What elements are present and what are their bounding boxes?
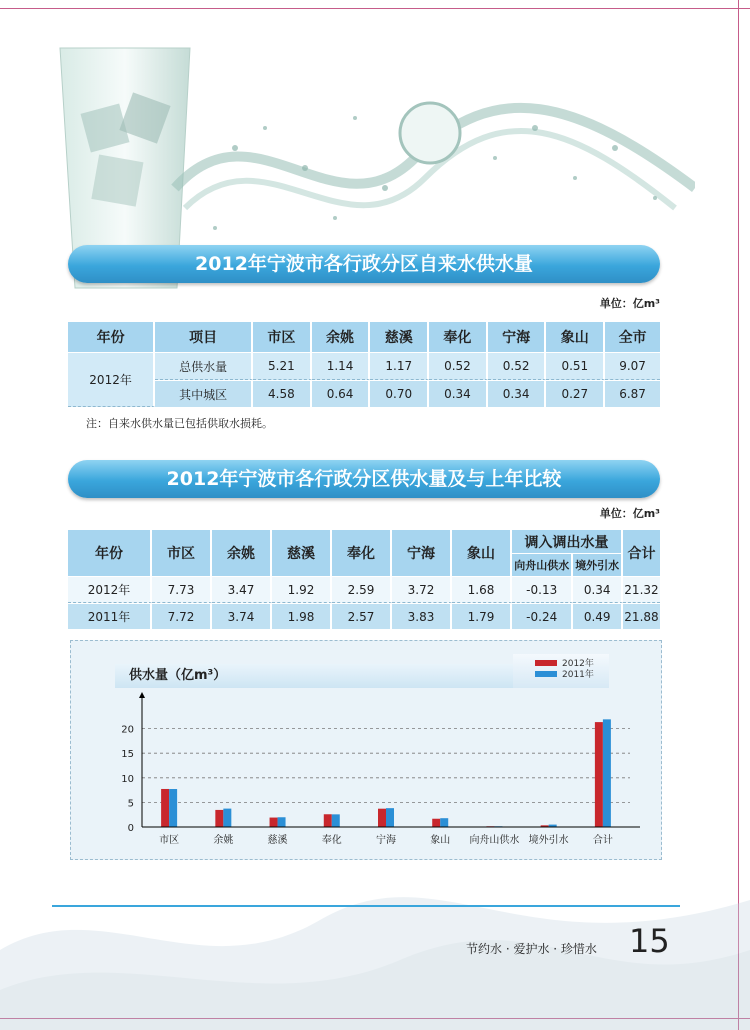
legend-swatch [535,671,557,677]
column-header: 余姚 [212,530,272,576]
bar-2012 [324,814,332,827]
y-tick-label: 5 [127,798,134,810]
y-tick-label: 0 [127,823,134,834]
value-cell: 5.21 [253,352,312,380]
bar-2011 [386,808,394,827]
value-cell: 3.47 [212,576,272,603]
value-cell: 1.98 [272,603,332,629]
column-header: 宁海 [488,322,547,352]
value-cell: 21.88 [623,603,660,629]
bar-2012 [378,809,386,827]
value-cell: 0.27 [546,380,605,407]
x-tick-label: 合计 [592,835,613,846]
supply-bar-chart [70,640,660,858]
page-number: 15 [629,922,670,960]
y-axis-arrow [139,692,145,698]
value-cell: 0.64 [312,380,371,407]
item-cell: 总供水量 [155,352,253,380]
value-cell: 3.83 [392,603,452,629]
x-tick-label: 余姚 [213,835,234,846]
year-cell: 2012年 [68,352,155,407]
y-tick-label: 10 [121,773,134,785]
value-cell: 0.70 [370,380,429,407]
x-tick-label: 宁海 [376,835,396,846]
footer-divider [52,905,680,907]
unit-label: 单位：亿m³ [599,507,660,520]
value-cell: -0.24 [512,603,573,629]
y-tick-label: 15 [121,749,134,761]
value-cell: 0.34 [429,380,488,407]
legend-label: 2012年 [562,659,594,669]
chart-labels [121,725,613,846]
column-header: 年份 [68,530,152,576]
bar-2011 [440,818,448,827]
column-subheader: 向舟山供水 [512,553,573,576]
bar-2012 [432,819,440,827]
column-header: 奉化 [429,322,488,352]
year-cell: 2012年 [68,576,152,603]
column-header: 项目 [155,322,253,352]
value-cell: 21.32 [623,576,660,603]
value-cell: 7.73 [152,576,212,603]
bar-2012 [270,818,278,827]
bar-2012 [595,722,603,827]
section-title-banner: 2012年宁波市各行政分区自来水供水量 [68,245,660,283]
chart-bars [161,719,611,827]
bar-2011 [332,814,340,827]
unit-label: 单位：亿m³ [599,297,660,310]
column-header: 全市 [605,322,660,352]
value-cell: 7.72 [152,603,212,629]
x-tick-label: 境外引水 [528,835,569,846]
section-title-banner: 2012年宁波市各行政分区供水量及与上年比较 [68,460,660,498]
column-header: 慈溪 [272,530,332,576]
value-cell: 0.34 [573,576,623,603]
column-header: 年份 [68,322,155,352]
table-row [68,603,660,629]
value-cell: 3.72 [392,576,452,603]
table-header-row [68,530,660,553]
x-tick-label: 市区 [159,835,180,846]
table-header-row [68,322,660,352]
bar-2011 [603,719,611,827]
value-cell: 2.57 [332,603,392,629]
bar-2011 [278,817,286,827]
column-header: 合计 [623,530,660,576]
x-tick-label: 奉化 [321,835,342,846]
bar-2011 [169,789,177,827]
column-header: 宁海 [392,530,452,576]
chart-legend [535,657,594,680]
column-header: 市区 [152,530,212,576]
x-tick-label: 向舟山供水 [469,835,520,846]
value-cell: 0.51 [546,352,605,380]
legend-swatch [535,660,557,666]
chart-title: 供水量（亿m³） [115,664,513,688]
supply-by-district-table [68,322,660,407]
value-cell: 1.79 [452,603,512,629]
table-row [68,380,660,407]
year-cell: 2011年 [68,603,152,629]
value-cell: -0.13 [512,576,573,603]
table-row [68,352,660,380]
crop-mark [0,8,750,9]
column-header: 市区 [253,322,312,352]
legend-label: 2011年 [562,670,594,680]
value-cell: 1.14 [312,352,371,380]
value-cell: 9.07 [605,352,660,380]
value-cell: 3.74 [212,603,272,629]
item-cell: 其中城区 [155,380,253,407]
chart-gridlines [142,729,630,803]
column-subheader: 境外引水 [573,553,623,576]
value-cell: 4.58 [253,380,312,407]
column-header: 奉化 [332,530,392,576]
table-row [68,576,660,603]
value-cell: 0.52 [429,352,488,380]
column-header: 象山 [546,322,605,352]
chart-axes [139,692,640,827]
value-cell: 1.17 [370,352,429,380]
value-cell: 0.34 [488,380,547,407]
table-note: 注：自来水供水量已包括供取水损耗。 [86,417,273,430]
supply-comparison-table [68,530,660,629]
bar-2012 [161,789,169,827]
bar-2011 [223,809,231,827]
value-cell: 2.59 [332,576,392,603]
value-cell: 1.92 [272,576,332,603]
column-header: 象山 [452,530,512,576]
value-cell: 1.68 [452,576,512,603]
y-tick-label: 20 [121,724,134,736]
column-header: 慈溪 [370,322,429,352]
value-cell: 6.87 [605,380,660,407]
x-tick-label: 象山 [430,835,451,846]
column-header: 余姚 [312,322,371,352]
column-header: 调入调出水量 [512,530,623,553]
value-cell: 0.52 [488,352,547,380]
bar-2012 [215,810,223,827]
value-cell: 0.49 [573,603,623,629]
footer-slogan: 节约水 · 爱护水 · 珍惜水 [466,942,597,956]
x-tick-label: 慈溪 [267,835,288,846]
